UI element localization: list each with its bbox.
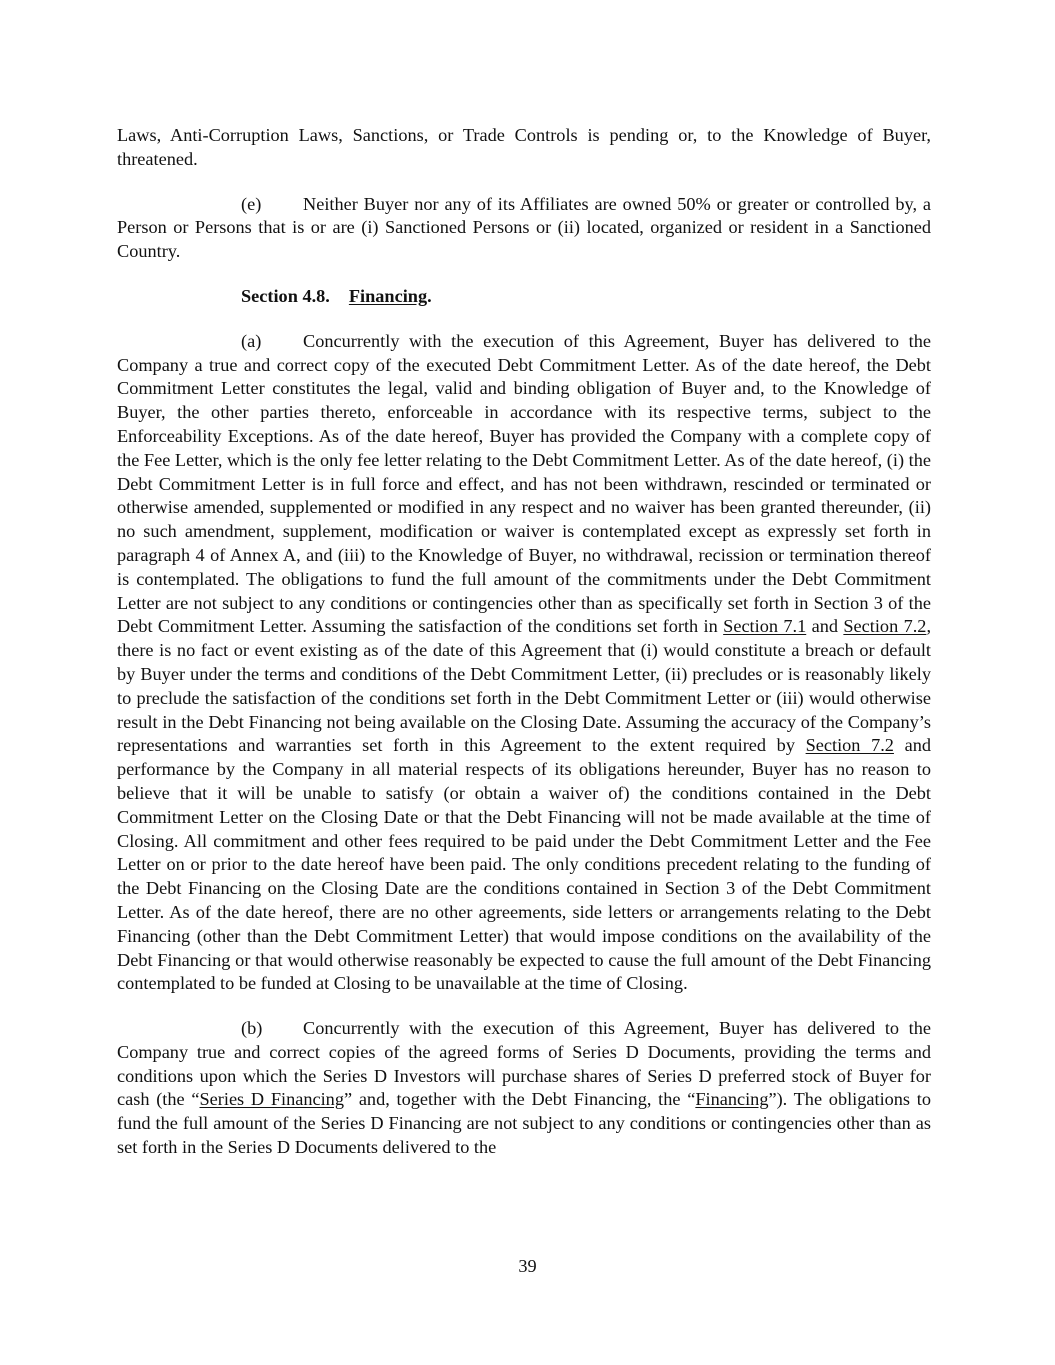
continued-text: Laws, Anti-Corruption Laws, Sanctions, or Trade Controls is pending or, to the Knowledge of Buyer, threatened. — [117, 125, 931, 169]
section-title: Financing — [348, 285, 428, 306]
paragraph-a-text-3: , there is no fact or event existing as of the date of this Agreement that (i) would constitute a breach or default by Buyer under the terms and conditions of the Debt Commitment Letter, (ii) precludes or is reasonably likely to preclude the satisfaction of the conditions set forth in the Debt Commitment Letter or (iii) would otherwise result in the Debt Financing not being available on the Closing Date. Assuming the accuracy of the Company’s representations and warranties set forth in this Agreement to the extent required by — [117, 616, 932, 756]
paragraph-b-text-3: ”). The obligations to fund the full amount of the Series D Financing are not subject to any conditions or contingencies other than as set forth in the Series D Documents delivered to the — [117, 1089, 932, 1158]
paragraph-e-text: Neither Buyer nor any of its Affiliates are owned 50% or greater or controlled by, a Person or Persons that is or are (i) Sanctioned Persons or (ii) located, organized or resident in a Sanctioned Country. — [117, 193, 931, 262]
paragraph-a-label: (a) — [241, 330, 262, 351]
continued-paragraph — [117, 124, 931, 172]
section-7-1-reference: Section 7.1 — [723, 616, 807, 637]
section-7-2-reference: Section 7.2 — [843, 616, 927, 637]
page-number: 39 — [518, 1256, 537, 1276]
paragraph-e — [117, 193, 931, 264]
document-page — [117, 124, 931, 1160]
paragraph-a-text-2: and — [811, 616, 838, 637]
paragraph-e-label: (e) — [241, 193, 262, 214]
paragraph-b-label: (b) — [241, 1018, 263, 1039]
section-7-2-reference-second: Section 7.2 — [805, 735, 894, 756]
financing-term: Financing — [695, 1089, 769, 1110]
paragraph-b-text-1: Concurrently with the execution of this Agreement, Buyer has delivered to the Company true and correct copies of the agreed forms of Series D Documents, providing the terms and conditions upon which the Series D Investors will purchase shares of Series D preferred stock of Buyer for cash (the “ — [117, 1018, 931, 1110]
paragraph-b-text-2: ” and, together with the Debt Financing, the “ — [343, 1089, 696, 1110]
paragraph-a — [117, 330, 931, 996]
paragraph-a-text-1: Concurrently with the execution of this Agreement, Buyer has delivered to the Company a true and correct copy of the executed Debt Commitment Letter. As of the date hereof, the Debt Commitment Letter constitutes the legal, valid and binding obligation of Buyer and, to the Knowledge of Buyer, the other parties thereto, enforceable in accordance with its respective terms, subject to the Enforceability Exceptions. As of the date hereof, Buyer has provided the Company with a complete copy of the Fee Letter, which is the only fee letter relating to the Debt Commitment Letter. As of the date hereof, (i) the Debt Commitment Letter is in full force and effect, and has not been withdrawn, rescinded or terminated or otherwise amended, supplemented or modified in any respect and no waiver has been granted thereunder, (ii) no such amendment, supplement, modification or waiver is contemplated except as expressly set forth in paragraph 4 of Annex A, and (iii) to the Knowledge of Buyer, no withdrawal, recission or termination thereof is contemplated. The obligations to fund the full amount of the commitments under the Debt Commitment Letter are not subject to any conditions or contingencies other than as specifically set forth in Section 3 of the Debt Commitment Letter. Assuming the satisfaction of the conditions set forth in — [117, 330, 931, 637]
paragraph-b — [117, 1017, 931, 1160]
section-title-suffix: . — [427, 285, 432, 306]
section-number: Section 4.8. — [241, 285, 330, 306]
series-d-financing-term: Series D Financing — [199, 1089, 344, 1110]
paragraph-a-text-4: and performance by the Company in all material respects of its obligations hereunder, Buyer has no reason to believe that it will be unable to satisfy (or obtain a waiver of) the conditions contained in the Debt Commitment Letter on the Closing Date or that the Debt Financing will not be made available at the time of Closing. All commitment and other fees required to be paid under the Debt Commitment Letter and the Fee Letter on or prior to the date hereof have been paid. The only conditions precedent relating to the funding of the Debt Financing on the Closing Date are the conditions contained in Section 3 of the Debt Commitment Letter. As of the date hereof, there are no other agreements, side letters or arrangements relating to the Debt Financing (other than the Debt Commitment Letter) that would impose conditions on the availability of the Debt Financing or that would otherwise reasonably be expected to cause the full amount of the Debt Financing contemplated to be funded at Closing to be unavailable at the time of Closing. — [117, 735, 931, 994]
section-heading — [117, 285, 931, 309]
